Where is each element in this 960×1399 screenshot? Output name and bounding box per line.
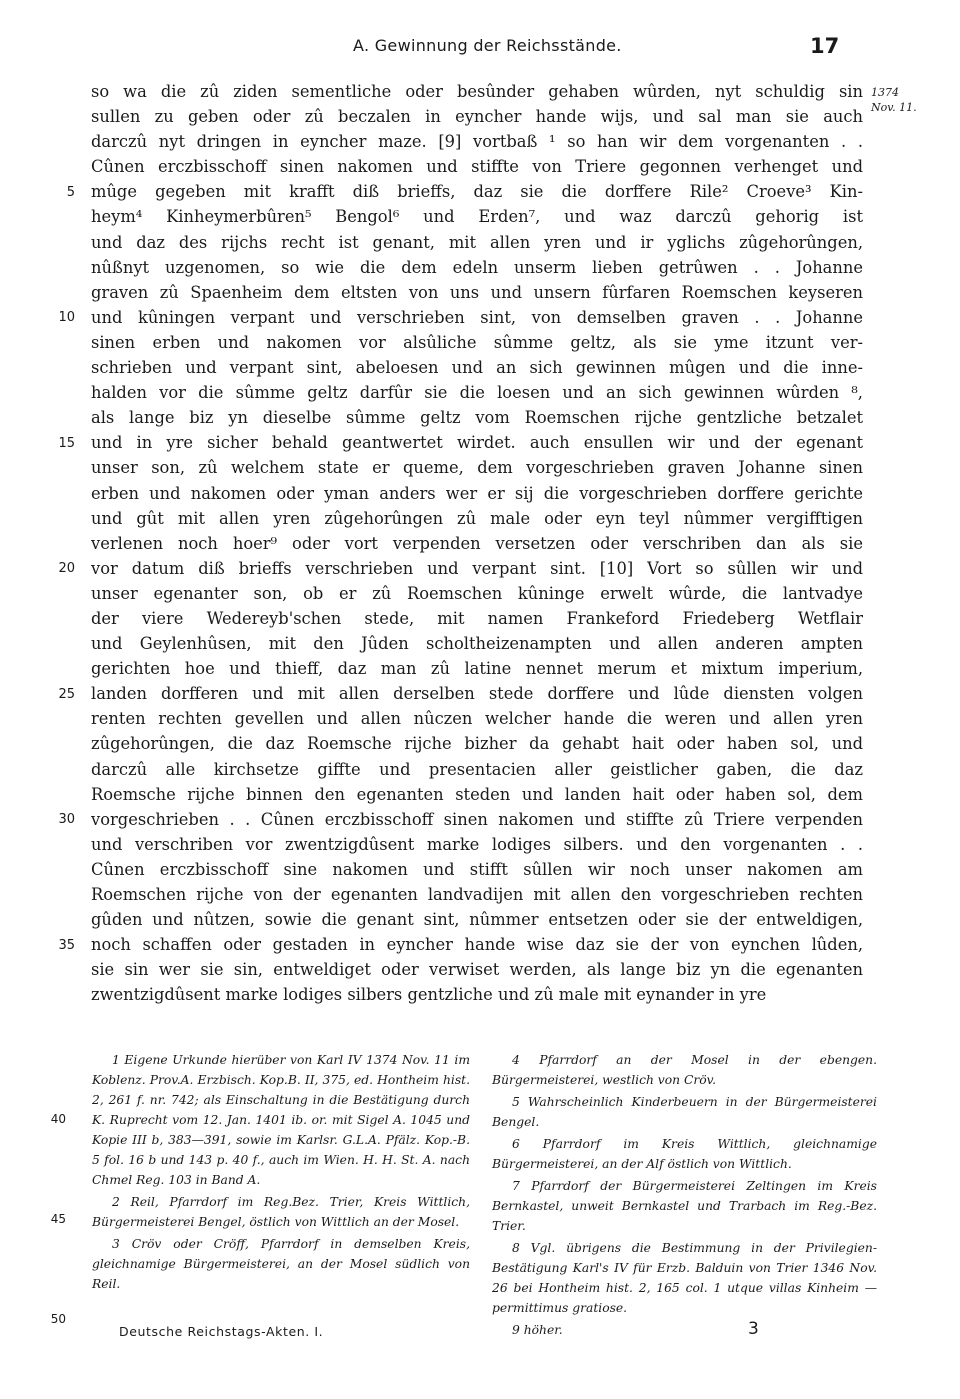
text-line: vor datum diß brieffs verschrieben und verpant sint. [10] Vort so sûllen wir und [91,558,863,578]
footnote-8: 8 Vgl. übrigens die Bestimmung in der Privilegien-Bestätigung Karl's IV für Erzb. Balduin von Trier 1346 Nov. 26 bei Hontheim hist. 2, 165 col. 1 utque villas Kinheim — permittimus gratiose. [492,1241,877,1315]
text-line: so wa die zû ziden sementliche oder besûnder gehaben wûrden, nyt schuldig sin [91,82,863,101]
line-number: 35 [58,938,75,953]
footnotes-right-column [492,1050,877,1342]
text-line: und verschriben vor zwentzigdûsent marke lodiges silbers. und den vorgenanten . . [91,834,863,854]
page-number: 17 [810,34,840,58]
text-line: erben und nakomen oder yman anders wer er sij die vorgeschrieben dorffere gerichte [91,483,863,503]
line-number: 25 [58,687,75,702]
text-line: graven zû Spaenheim dem eltsten von uns und unsern fûrfaren Roemschen keyseren [91,282,863,302]
text-line: vorgeschrieben . . Cûnen erczbisschoff sinen nakomen und stiffte zû Triere verpenden [91,809,863,829]
footnote-6: 6 Pfarrdorf im Kreis Wittlich, gleichnamige Bürgermeisterei, an der Alf östlich von Wittlich. [492,1137,877,1171]
signature-mark: 3 [748,1319,759,1339]
text-line: Roemsche rijche binnen den egenanten steden und landen hait oder haben sol, dem [91,784,863,804]
text-line: schrieben und verpant sint, abeloesen und an sich gewinnen mûgen und die inne- [91,358,863,378]
text-line: halden vor die sûmme geltz darfûr sie die loesen und an sich gewinnen wûrden ⁸, [91,383,863,403]
margin-note-date: Nov. 11. [871,101,917,114]
footnote-1: 1 Eigene Urkunde hierüber von Karl IV 1374 Nov. 11 im Koblenz. Prov.A. Erzbisch. Kop.B. II, 375, ed. Hontheim hist. 2, 261 f. nr. 742; als Einschaltung in die Bestätigung durch K. Ruprecht vom 12. Jan. 1401 ib. or. mit Sigel A. 1045 und Kopie III b, 383—391, sowie im Karlsr. G.L.A. Pfälz. Kop.-B. 5 fol. 16 b und 143 p. 40 f., auch im Wien. H. H. St. A. nach Chmel Reg. 103 in Band A. [92,1053,470,1187]
line-number: 15 [58,436,75,451]
text-line: Cûnen erczbisschoff sinen nakomen und stiffte von Triere gegonnen verhenget und [91,157,863,177]
text-line: Roemschen rijche von der egenanten landvadijen mit allen den vorgeschrieben rechten [91,885,863,904]
line-number: 10 [58,310,75,325]
text-line: landen dorfferen und mit allen derselben stede dorffere und lûde diensten volgen [91,684,863,704]
text-line: darczû alle kirchsetze giffte und presentacien aller geistlicher gaben, die daz [91,759,863,779]
text-line: renten rechten gevellen und allen nûczen welcher hande die weren und allen yren [91,709,863,729]
footnote-5: 5 Wahrscheinlich Kinderbeuern in der Bürgermeisterei Bengel. [492,1095,877,1129]
text-line: der viere Wedereyb'schen stede, mit namen Frankeford Friedeberg Wetflair [91,608,863,628]
series-title-footer: Deutsche Reichstags-Akten. I. [119,1324,324,1339]
text-line: und gût mit allen yren zûgehorûngen zû male oder eyn teyl nûmmer vergifftigen [91,508,863,528]
footnote-line-number: 40 [50,1112,66,1126]
text-line: heym⁴ Kinheymerbûren⁵ Bengol⁶ und Erden⁷, und waz darczû gehorig ist [91,207,863,227]
text-line: und Geylenhûsen, mit den Jûden scholtheizenampten und allen anderen ampten [91,634,863,654]
footnote-line-number: 50 [50,1312,66,1326]
main-text [91,79,863,1007]
line-number: 5 [66,185,75,200]
footnote-2: 2 Reil, Pfarrdorf im Reg.Bez. Trier, Kreis Wittlich, Bürgermeisterei Bengel, östlich von Wittlich an der Mosel. [92,1195,470,1229]
text-line: gûden und nûtzen, sowie die genant sint, nûmmer entsetzen oder sie der entweldigen, [91,910,863,930]
text-line: unser egenanter son, ob er zû Roemschen kûninge erwelt wûrde, die lantvadye [91,583,863,603]
text-line: mûge gegeben mit krafft diß brieffs, daz sie die dorffere Rile² Croeve³ Kin- [91,182,863,202]
margin-note-year: 1374 [871,86,899,99]
running-header: A. Gewinnung der Reichsstände. [353,36,622,55]
text-line: und kûningen verpant und verschrieben sint, von demselben graven . . Johanne [91,307,863,327]
text-line: als lange biz yn dieselbe sûmme geltz vom Roemschen rijche gentzliche betzalet [91,408,863,428]
text-line: und daz des rijchs recht ist genant, mit allen yren und ir yglichs zûgehorûngen, [91,232,863,252]
text-line: darczû nyt dringen in eyncher maze. [9] vortbaß ¹ so han wir dem vorgenanten . . [91,132,863,152]
text-line: zûgehorûngen, die daz Roemsche rijche bizher da gehabt hait oder haben sol, und [91,734,863,754]
text-line: sinen erben und nakomen vor alsûliche sûmme geltz, als sie yme itzunt ver- [91,332,863,352]
line-number: 20 [58,561,75,576]
footnote-4: 4 Pfarrdorf an der Mosel in der ebengen. Bürgermeisterei, westlich von Cröv. [492,1053,877,1087]
text-line: unser son, zû welchem state er queme, dem vorgeschrieben graven Johanne sinen [91,458,863,478]
footnotes-left-column [92,1050,470,1296]
footnote-3: 3 Cröv oder Cröff, Pfarrdorf in demselben Kreis, gleichnamige Bürgermeisterei, an der Mosel südlich von Reil. [92,1237,470,1291]
text-line: gerichten hoe und thieff, daz man zû latine nennet merum et mixtum imperium, [91,659,863,679]
text-line: verlenen noch hoer⁹ oder vort verpenden versetzen oder verschriben dan als sie [91,533,863,553]
text-line: sie sin wer sie sin, entweldiget oder verwiset werden, als lange biz yn die egenanten [91,960,863,980]
text-line: sullen zu geben oder zû beczalen in eyncher hande wijs, und sal man sie auch [91,107,863,127]
footnote-7: 7 Pfarrdorf der Bürgermeisterei Zeltingen im Kreis Bernkastel, unweit Bernkastel und Trarbach im Reg.-Bez. Trier. [492,1179,877,1233]
text-line: nûßnyt uzgenomen, so wie die dem edeln unserm lieben getrûwen . . Johanne [91,257,863,277]
text-line: noch schaffen oder gestaden in eyncher hande wise daz sie der von eynchen lûden, [91,935,863,955]
footnote-line-number: 45 [50,1212,66,1226]
text-line: und in yre sicher behald geantwertet wirdet. auch ensullen wir und der egenant [91,433,863,453]
text-line: zwentzigdûsent marke lodiges silbers gentzliche und zû male mit eynander in yre [91,985,767,1005]
text-line: Cûnen erczbisschoff sine nakomen und stifft sûllen wir noch unser nakomen am [91,859,863,879]
footnote-9: 9 höher. [512,1323,563,1337]
line-number: 30 [58,812,75,827]
